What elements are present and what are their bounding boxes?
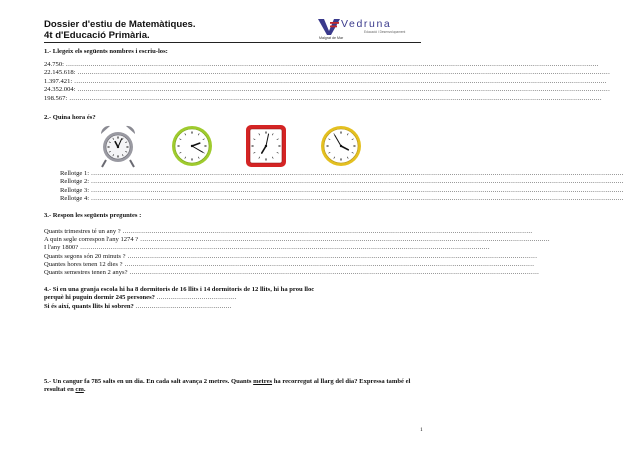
logo-text: Vedruna bbox=[341, 18, 392, 30]
number-line-5-answer-space[interactable]: .................................................................................................................................................................................................................................................................... bbox=[67, 94, 602, 102]
question-3-item-4: Quants segons són 20 minuts ? ........................................................................................................................................................................................................ bbox=[44, 252, 538, 260]
question-3-answer-space-5[interactable]: ........................................................................................................................................................................................................ bbox=[122, 260, 535, 268]
page-number: 1 bbox=[420, 427, 423, 433]
question-1-title: 1.- Llegeix els següents nombres i escriu-los: bbox=[44, 48, 168, 55]
number-line-2 bbox=[44, 69, 611, 77]
title-line-2: 4t d'Educació Primària. bbox=[44, 30, 150, 41]
question-4-line-2: perquè hi puguin dormir 245 persones? ....................................... bbox=[44, 294, 237, 302]
clock-3 bbox=[242, 122, 290, 170]
question-3-answer-space-2[interactable]: ........................................................................................................................................................................................................ bbox=[138, 236, 550, 244]
number-line-4-label: 24.352.004: bbox=[44, 86, 76, 94]
school-logo bbox=[318, 19, 418, 43]
number-line-4-answer-space[interactable]: .................................................................................................................................................................................................................................................................... bbox=[75, 86, 611, 94]
clock-answer-line-1 bbox=[60, 170, 624, 178]
number-line-3-label: 1.397.421: bbox=[44, 77, 73, 85]
question-3-item-2: A quin segle correspon l'any 1274 ? ........................................................................................................................................................................................................ bbox=[44, 236, 550, 244]
logo-v-icon bbox=[318, 19, 340, 35]
clock-answer-line-3-answer-space[interactable]: .................................................................................................................................................................................................................................................................... bbox=[89, 186, 624, 194]
clock-1 bbox=[94, 122, 142, 170]
number-line-5 bbox=[44, 94, 602, 103]
document-title bbox=[44, 19, 196, 41]
question-5: 5.- Un cangur fa 785 salts en un dia. En cada salt avança 2 metres. Quants metres ha recorregut al llarg del dia? Expressa també el resultat en cm. bbox=[44, 378, 411, 394]
clock-answer-line-3-label: Rellotge 3: bbox=[60, 186, 90, 194]
clock-4 bbox=[317, 122, 365, 170]
number-line-1-answer-space[interactable]: .................................................................................................................................................................................................................................................................... bbox=[63, 61, 599, 68]
clock-answer-line-2-answer-space[interactable]: .................................................................................................................................................................................................................................................................... bbox=[89, 178, 624, 186]
clock-2 bbox=[168, 122, 216, 170]
number-line-1-label: 24.750: bbox=[44, 61, 64, 68]
question-3-answer-space-6[interactable]: ........................................................................................................................................................................................................ bbox=[127, 269, 540, 276]
number-line-4 bbox=[44, 86, 611, 94]
clock-answer-line-4 bbox=[60, 195, 624, 203]
clock-answer-line-2 bbox=[60, 178, 624, 186]
question-2-title: 2.- Quina hora és? bbox=[44, 114, 96, 121]
question-3-item-1: Quants trimestres té un any ? ........................................................................................................................................................................................................ bbox=[44, 228, 533, 235]
question-3-answer-space-4[interactable]: ........................................................................................................................................................................................................ bbox=[125, 252, 538, 260]
number-line-3 bbox=[44, 77, 607, 86]
number-line-1 bbox=[44, 61, 599, 69]
word-cm: cm bbox=[75, 386, 84, 394]
question-4 bbox=[44, 286, 424, 311]
word-metres: metres bbox=[253, 378, 273, 385]
clock-answer-line-1-answer-space[interactable]: .................................................................................................................................................................................................................................................................... bbox=[89, 170, 624, 177]
logo-subtitle: Malgrat de Mar bbox=[319, 36, 344, 40]
question-3-item-3: I l'any 1800? ........................................................................................................................................................................................................ bbox=[44, 244, 490, 252]
clock-answer-line-1-label: Rellotge 1: bbox=[60, 170, 90, 177]
number-line-5-label: 198.567: bbox=[44, 94, 68, 102]
number-line-2-label: 22.145.618: bbox=[44, 69, 76, 77]
question-4-line-1: 4.- Si en una granja escola hi ha 8 dormitoris de 16 llits i 14 dormitoris de 12 llits, hi ha prou lloc bbox=[44, 286, 315, 293]
question-3-answer-space-1[interactable]: ........................................................................................................................................................................................................ bbox=[120, 228, 533, 235]
logo-tagline: Educació i Desenvolupament bbox=[364, 30, 406, 34]
clock-answer-line-4-answer-space[interactable]: .................................................................................................................................................................................................................................................................... bbox=[89, 195, 624, 203]
header-divider bbox=[44, 42, 421, 43]
question-4-line-3: Si és així, quants llits hi sobren? ............................................... bbox=[44, 302, 232, 310]
question-3-item-6: Quants semestres tenen 2 anys? ........................................................................................................................................................................................................ bbox=[44, 269, 540, 276]
question-3-item-5: Quantes hores tenen 12 dies ? ........................................................................................................................................................................................................ bbox=[44, 260, 535, 268]
question-3-title: 3.- Respon les següents preguntes : bbox=[44, 212, 142, 219]
number-line-3-answer-space[interactable]: .................................................................................................................................................................................................................................................................... bbox=[72, 77, 607, 85]
clock-answer-line-3 bbox=[60, 186, 624, 195]
clock-answer-line-2-label: Rellotge 2: bbox=[60, 178, 90, 186]
title-line-1: Dossier d'estiu de Matemàtiques. bbox=[44, 19, 196, 30]
number-line-2-answer-space[interactable]: .................................................................................................................................................................................................................................................................... bbox=[75, 69, 611, 77]
clock-answer-line-4-label: Rellotge 4: bbox=[60, 195, 90, 203]
question-3-answer-space-3[interactable]: ........................................................................................................................................................................................................ bbox=[78, 244, 490, 252]
